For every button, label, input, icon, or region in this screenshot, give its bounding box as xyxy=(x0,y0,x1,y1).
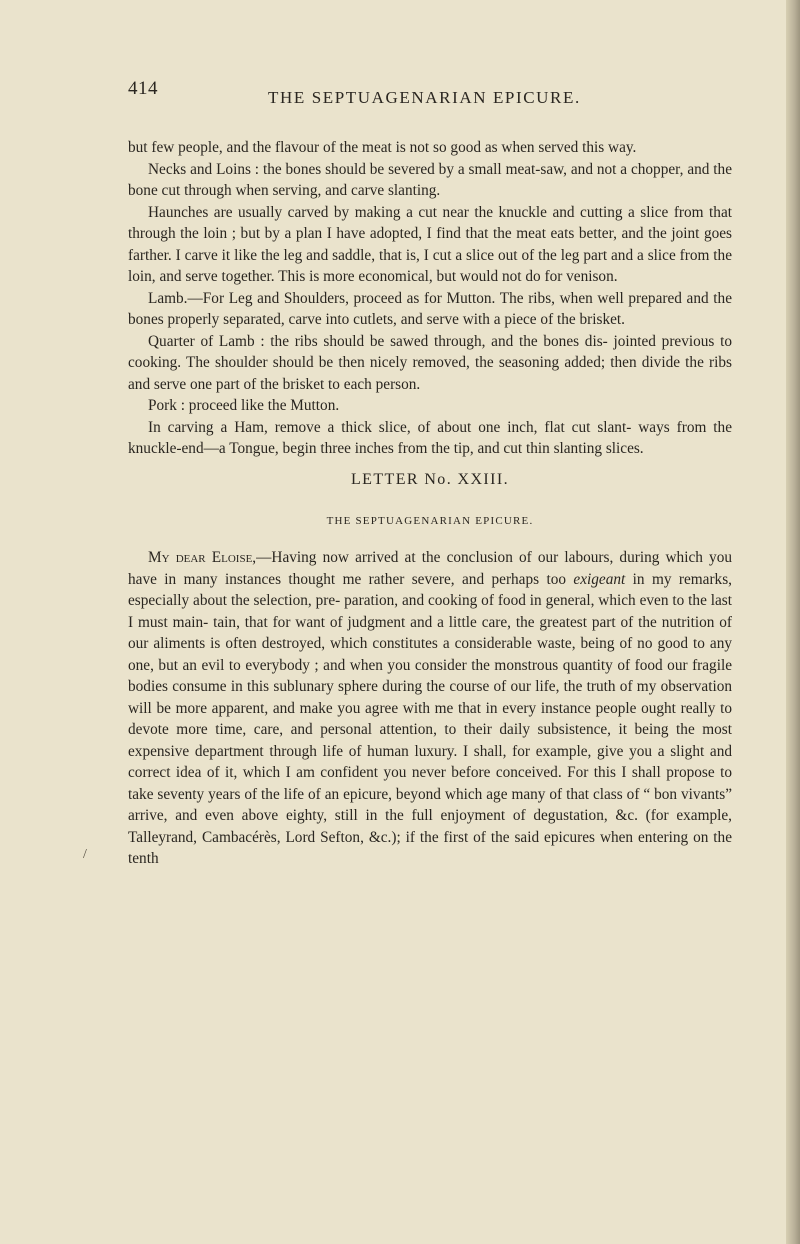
page-edge xyxy=(786,0,800,1244)
paragraph: Necks and Loins : the bones should be severed by a small meat-saw, and not a chopper, and the bone cut through when serving, and carve slanting. xyxy=(128,160,732,199)
letter-paragraph xyxy=(128,547,732,870)
running-head: THE SEPTUAGENARIAN EPICURE. xyxy=(268,88,581,107)
letter-heading: LETTER No. XXIII. xyxy=(351,471,509,488)
italic-word: exigeant xyxy=(573,570,626,588)
margin-mark: / xyxy=(83,847,87,862)
salutation: My dear Eloise, xyxy=(148,549,257,566)
page-number: 414 xyxy=(128,78,158,99)
page-header xyxy=(128,78,728,108)
letter-body xyxy=(128,547,732,870)
letter-subheading: THE SEPTUAGENARIAN EPICURE. xyxy=(326,515,534,527)
paragraph: In carving a Ham, remove a thick slice, of about one inch, flat cut slant- ways from the knuckle-end—a Tongue, begin three inches from the tip, and cut thin slanting slices. xyxy=(128,418,732,457)
letter-text: in my remarks, especially about the selection, pre- paration, and cooking of food in general, which even to the last I must main- tain, that for want of judgment and a little care, the greatest part of the nutrition of our aliments is often destroyed, which constitutes a considerable waste, being of no good to any one, but an evil to everybody ; and when you consider the monstrous quantity of food our fragile bodies consume in this sublunary sphere during the course of our life, the truth of my observation will be more apparent, and make you agree with me that in every instance people ought really to devote more time, care, and personal attention, to their daily subsistence, it being the most expensive department through life of human luxury. I shall, for example, give you a slight and correct idea of it, which I am confident you never before conceived. For this I shall propose to take seventy years of the life of an epicure, beyond which age many of that class of “ bon vivants” arrive, and even above eighty, still in the full enjoyment of degustation, &c. (for example, Talleyrand, Cambacérès, Lord Sefton, &c.); if the first of the said epicures when entering on the tenth xyxy=(128,570,732,867)
paragraph: but few people, and the flavour of the meat is not so good as when served this way. xyxy=(128,139,637,156)
paragraph: Quarter of Lamb : the ribs should be sawed through, and the bones dis- jointed previous to cooking. The shoulder should be then nicely removed, the seasoning added; then divide the ribs and serve one part of the brisket to each person. xyxy=(128,332,732,393)
paragraph: Pork : proceed like the Mutton. xyxy=(148,397,340,414)
letter-text: —Having now arrived at the conclusion of our labours, during which you have in many instances thought me rather severe, and perhaps too xyxy=(128,549,732,588)
paragraph: Lamb.—For Leg and Shoulders, proceed as for Mutton. The ribs, when well prepared and the bones properly separated, carve into cutlets, and serve with a piece of the brisket. xyxy=(128,289,732,328)
carving-instructions xyxy=(128,137,732,460)
paragraph: Haunches are usually carved by making a cut near the knuckle and cutting a slice from that through the loin ; but by a plan I have adopted, I find that the meat eats better, and the joint goes farther. I carve it like the leg and saddle, that is, I cut a slice out of the leg part and a slice from the loin, and serve together. This is more economical, but would not do for venison. xyxy=(128,203,732,285)
